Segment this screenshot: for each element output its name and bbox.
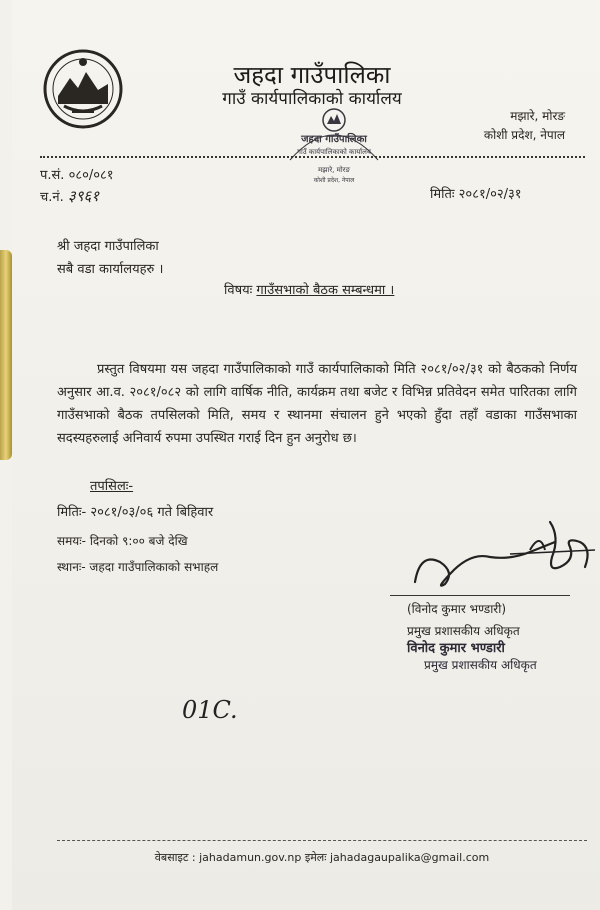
signatory-name: (विनोद कुमार भण्डारी): [407, 602, 507, 616]
stamp-line-3: मझारे, मोरङ: [318, 166, 350, 174]
stamp-line-2: गाउँ कार्यपालिकाको कार्यालय: [297, 148, 371, 156]
subject-line: [224, 280, 394, 298]
meeting-place: स्थानः- जहदा गाउँपालिकाको सभाहल: [57, 560, 219, 574]
meeting-time: समयः- दिनको ९:०० बजे देखि: [57, 534, 188, 548]
footer-contact: वेबसाइट : jahadamun.gov.np इमेलः jahadagaupalika@gmail.com: [154, 851, 490, 864]
meeting-date: मितिः- २०८१/०३/०६ गते बिहिवार: [57, 505, 214, 520]
handwritten-note: [180, 694, 260, 724]
details-heading: तपसिलः-: [90, 479, 134, 494]
signatory-position: प्रमुख प्रशासकीय अधिकृत: [407, 624, 520, 638]
address-line-2: कोशी प्रदेश, नेपाल: [483, 128, 565, 142]
handwritten-signature: [410, 512, 600, 592]
dispatch-value: ३९६१: [67, 187, 100, 205]
dispatch-label: च.नं.: [40, 190, 64, 205]
stamp-line-4: कोशी प्रदेश, नेपाल: [313, 177, 355, 184]
address-line-1: मझारे, मोरङ: [510, 109, 565, 123]
office-stamp: [284, 100, 384, 188]
binder-clip: [0, 250, 12, 460]
recipient-line-2: सबै वडा कार्यालयहरु ।: [57, 262, 164, 277]
recipient-line-1: श्री जहदा गाउँपालिका: [57, 239, 159, 254]
stamp-line-1: जहदा गाउँपालिका: [301, 134, 367, 145]
header-divider: [40, 156, 585, 158]
footer-divider: [57, 840, 587, 841]
reference-number: प.सं. ०८०/०८१: [40, 168, 114, 183]
handwritten-note-text: 01C.: [182, 696, 238, 724]
subject-text: गाउँसभाको बैठक सम्बन्धमा ।: [256, 283, 395, 298]
nepal-emblem-icon: [42, 48, 124, 130]
letter-body: प्रस्तुत विषयमा यस जहदा गाउँपालिकाको गाउँ कार्यपालिकाको मिति २०८१/०२/३१ को बैठकको निर्णय अनुसार आ.व. २०८१/०८२ को लागि वार्षिक नीति, कार्यक्रम तथा बजेट र विभिन्न प्रतिवेदन समेत पारितका लागि गाउँसभाको बैठक तपसिलको मिति, समय र स्थानमा संचालन हुने भएको हुँदा तहाँ वडाका गाउँसभाका सदस्यहरुलाई अनिवार्य रुपमा उपस्थित गराई दिन हुन अनुरोध छ।: [57, 362, 577, 446]
letter-page: [12, 0, 600, 910]
office-subtitle: गाउँ कार्यपालिकाको कार्यालय: [222, 89, 402, 109]
subject-label: विषयः: [224, 283, 253, 298]
position-stamp: प्रमुख प्रशासकीय अधिकृत: [424, 658, 537, 672]
signature-line: [390, 595, 570, 596]
name-stamp: विनोद कुमार भण्डारी: [407, 641, 505, 656]
dispatch-number: [40, 186, 99, 206]
page-title: जहदा गाउँपालिका: [233, 61, 391, 89]
letter-date: मितिः २०८१/०२/३१: [430, 187, 522, 202]
